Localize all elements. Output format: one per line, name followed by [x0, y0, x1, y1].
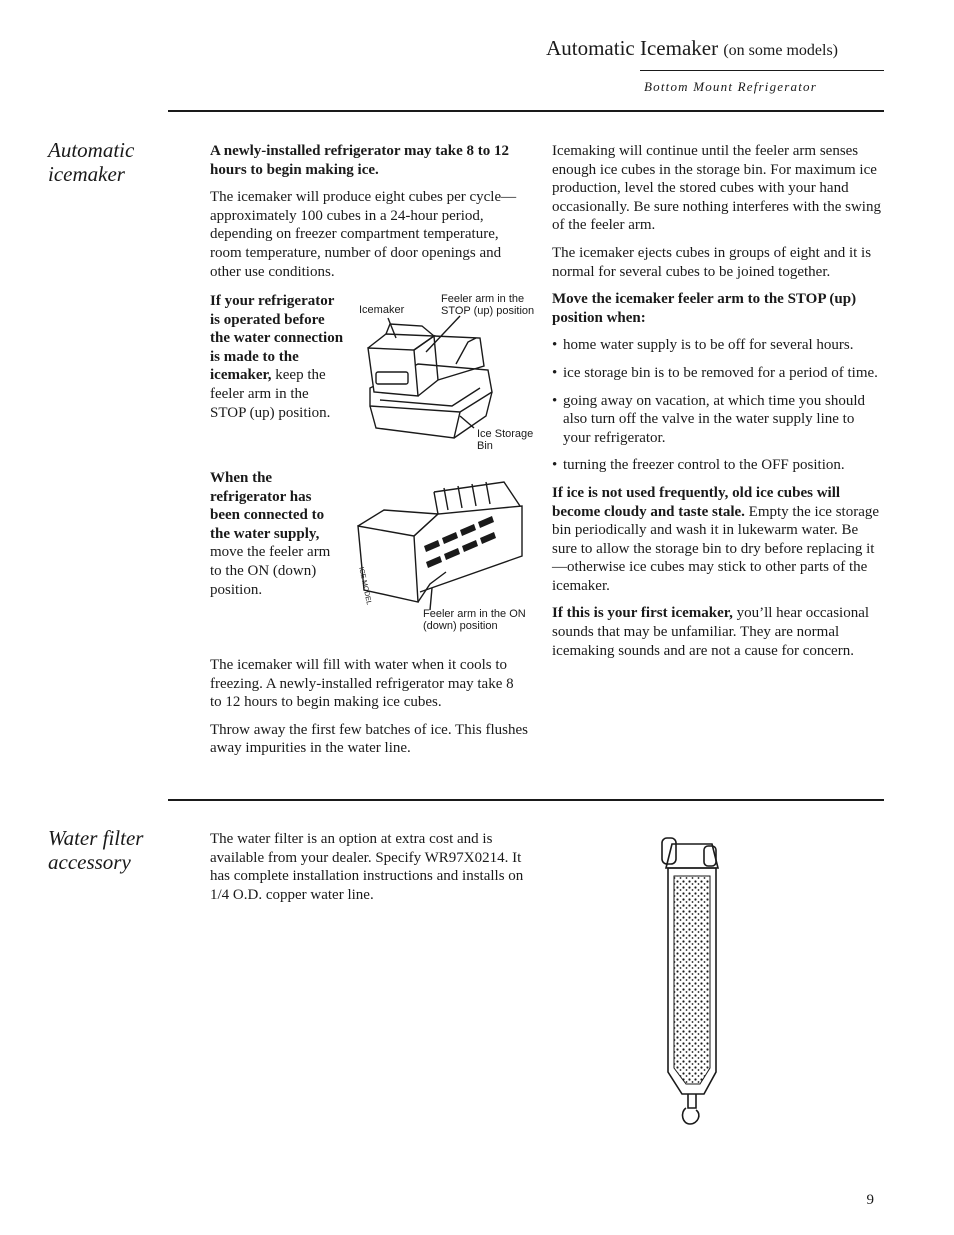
label-ice-bin: Ice Storage Bin	[477, 428, 534, 452]
stale-bold: If ice is not used frequently, old ice cubes will become cloudy and taste stale.	[552, 484, 841, 520]
section-heading-water-filter: Water filter accessory	[48, 826, 144, 874]
paragraph-production: The icemaker will produce eight cubes per cycle—approximately 100 cubes in a 24-hour period, depending on freezer compartment temperature, room temperature, number of door openings and other use conditions.	[210, 189, 517, 280]
paragraph-eject: The icemaker ejects cubes in groups of eight and it is normal for several cubes to be joined together.	[552, 244, 872, 280]
icemaker-drawing	[356, 288, 540, 458]
page-number: 9	[866, 1192, 874, 1208]
intro-bold: A newly-installed refrigerator may take 8 to 12 hours to begin making ice.	[210, 143, 509, 178]
title-main: Automatic Icemaker	[546, 36, 719, 60]
paragraph-on	[210, 469, 340, 599]
figure-icemaker-on	[354, 470, 534, 638]
page-subtitle: Bottom Mount Refrigerator	[644, 79, 817, 94]
stop-bold: If your refrigerator is operated before the water connection is made to the icemaker,	[210, 293, 344, 384]
paragraph-fill: The icemaker will fill with water when it cools to freezing. A newly-installed refrigerator may take 8 to 12 hours to begin making ice cubes.	[210, 657, 514, 711]
water-filter-drawing	[652, 832, 732, 1132]
section-divider	[168, 110, 884, 112]
page-title	[546, 36, 838, 61]
label-feeler-stop: Feeler arm in the STOP (up) position	[441, 293, 535, 317]
column-left-bottom	[210, 656, 528, 758]
water-filter-illustration	[652, 832, 732, 1132]
section-divider	[168, 799, 884, 801]
title-suffix: (on some models)	[723, 42, 838, 59]
paragraph-feeler: Icemaking will continue until the feeler arm senses enough ice cubes in the storage bin. For maximum ice production, level the stored cubes with your hand occasionally. Be sure nothing interferes with the swing of the feeler arm.	[552, 143, 881, 234]
label-feeler-on: Feeler arm in the ON (down) position	[423, 608, 526, 632]
stop-text: keep the feeler arm in the STOP (up) position.	[210, 367, 331, 421]
paragraph-water-filter: The water filter is an option at extra cost and is available from your dealer. Specify WR97X0214. It has complete installation instructions and installs on 1/4 O.D. copper water line.	[210, 831, 524, 903]
header-divider	[640, 70, 884, 71]
move-bold: Move the icemaker feeler arm to the STOP (up) position when:	[552, 291, 857, 326]
bullet-item: • home water supply is to be off for several hours.	[552, 337, 854, 354]
on-bold: When the refrigerator has been connected to the water supply,	[210, 470, 325, 542]
paragraph-stale	[552, 484, 884, 596]
paragraph-stop	[210, 292, 346, 422]
bullet-item: • going away on vacation, at which time you should also turn off the valve in the water supply line to your refrigerator.	[552, 392, 866, 446]
on-text: move the feeler arm to the ON (down) position.	[210, 544, 331, 598]
label-unit: ICE MODEL	[357, 566, 373, 606]
column-left	[210, 142, 528, 281]
first-bold: If this is your first icemaker,	[552, 605, 733, 622]
stale-text: Empty the ice storage bin periodically and wash it in lukewarm water. Be sure to allow the storage bin to dry before replacing it—otherwise ice cubes may stick to other parts of the icemaker.	[552, 503, 880, 594]
paragraph-first	[552, 604, 884, 660]
column-right	[552, 142, 884, 660]
section-heading-icemaker: Automatic icemaker	[48, 138, 135, 186]
bullet-item: • turning the freezer control to the OFF position.	[552, 457, 845, 474]
first-text: you’ll hear occasional sounds that may be unfamiliar. They are normal icemaking sounds and are not a cause for concern.	[552, 605, 870, 659]
paragraph-throw: Throw away the first few batches of ice. This flushes away impurities in the water line.	[210, 721, 528, 757]
bullet-item: • ice storage bin is to be removed for a period of time.	[552, 364, 878, 381]
figure-icemaker-stop	[356, 288, 540, 458]
label-icemaker: Icemaker	[359, 304, 405, 316]
